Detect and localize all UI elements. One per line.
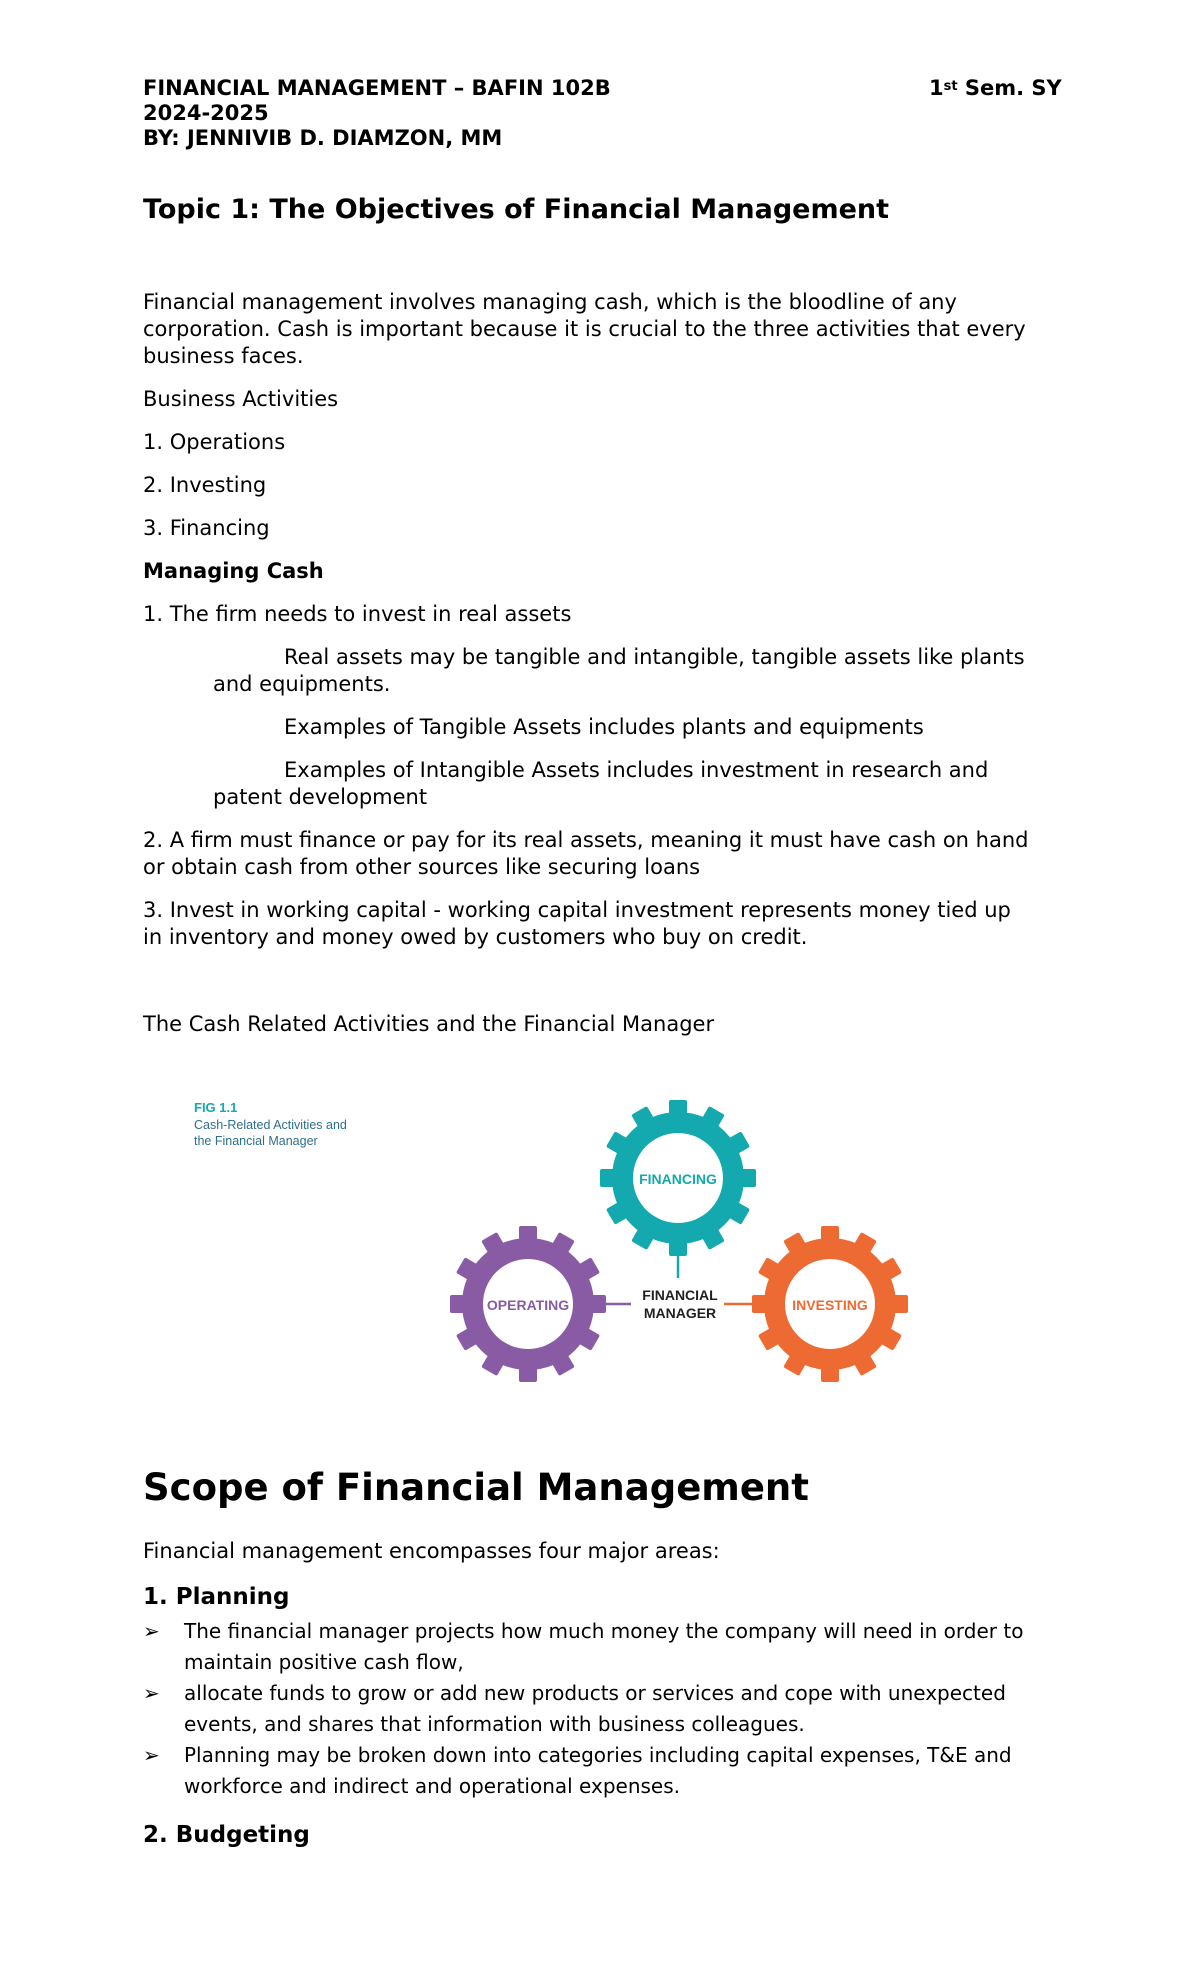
figure-caption-line-1: Cash-Related Activities and (194, 1118, 347, 1132)
figure-intro-caption: The Cash Related Activities and the Financial Manager (143, 1012, 715, 1036)
semester-label (929, 76, 1062, 101)
intangible-line-2: patent development (213, 785, 428, 809)
course-title: FINANCIAL MANAGEMENT – BAFIN 102B (143, 76, 611, 100)
intro-line-2: corporation. Cash is important because it is crucial to the three activities that every (143, 317, 1026, 341)
planning-bullet (143, 1678, 1073, 1740)
point-1: 1. The firm needs to invest in real assets (143, 602, 572, 626)
tangible-examples: Examples of Tangible Assets includes plants and equipments (284, 715, 924, 739)
scope-intro: Financial management encompasses four major areas: (143, 1539, 720, 1563)
intro-line-3: business faces. (143, 344, 304, 368)
topic-title: Topic 1: The Objectives of Financial Management (143, 194, 890, 225)
planning-bullet (143, 1616, 1073, 1678)
point-3-line-2: in inventory and money owed by customers who buy on credit. (143, 925, 808, 949)
planning-bullet-text: Planning may be broken down into categories including capital expenses, T&E and workforce and indirect and operational expenses. (184, 1743, 1012, 1798)
planning-bullet-text: The financial manager projects how much money the company will need in order to maintain positive cash flow, (184, 1619, 1024, 1674)
figure-label: FIG 1.1 (194, 1100, 238, 1115)
operating-label: OPERATING (486, 1297, 570, 1313)
semester-number: 1 (929, 76, 944, 100)
figure-caption-line-2: the Financial Manager (194, 1134, 318, 1148)
intro-line-1: Financial management involves managing cash, which is the bloodline of any (143, 290, 957, 314)
author-line: BY: JENNIVIB D. DIAMZON, MM (143, 126, 503, 150)
activity-item: 1. Operations (143, 430, 286, 454)
school-year: 2024-2025 (143, 101, 269, 125)
managing-cash-heading: Managing Cash (143, 559, 324, 583)
real-assets-line-1: Real assets may be tangible and intangible, tangible assets like plants (284, 645, 1025, 669)
semester-text: Sem. SY (957, 76, 1062, 100)
real-assets-line-2: and equipments. (213, 672, 391, 696)
financing-label: FINANCING (639, 1171, 717, 1187)
arrow-bullet-icon: ➢ (143, 1619, 160, 1643)
point-3-line-1: 3. Invest in working capital - working capital investment represents money tied up (143, 898, 1011, 922)
financial-manager-label-line-2: MANAGER (643, 1305, 717, 1321)
planning-bullet-text: allocate funds to grow or add new products or services and cope with unexpected events, and shares that information with business colleagues. (184, 1681, 1006, 1736)
planning-bullet (143, 1740, 1073, 1802)
financial-manager-label-line-1: FINANCIAL (642, 1287, 718, 1303)
point-2-line-2: or obtain cash from other sources like securing loans (143, 855, 701, 879)
cash-activities-figure (184, 1088, 924, 1393)
intangible-line-1: Examples of Intangible Assets includes investment in research and (284, 758, 989, 782)
activity-item: 2. Investing (143, 473, 267, 497)
investing-label: INVESTING (792, 1297, 868, 1313)
arrow-bullet-icon: ➢ (143, 1743, 160, 1767)
semester-ordinal: st (943, 79, 958, 94)
scope-title: Scope of Financial Management (143, 1466, 809, 1509)
budgeting-heading: 2. Budgeting (143, 1822, 310, 1848)
point-2-line-1: 2. A firm must finance or pay for its real assets, meaning it must have cash on hand (143, 828, 1029, 852)
arrow-bullet-icon: ➢ (143, 1681, 160, 1705)
activities-heading: Business Activities (143, 387, 339, 411)
planning-heading: 1. Planning (143, 1584, 290, 1610)
activity-item: 3. Financing (143, 516, 270, 540)
gears-diagram (184, 1088, 924, 1393)
